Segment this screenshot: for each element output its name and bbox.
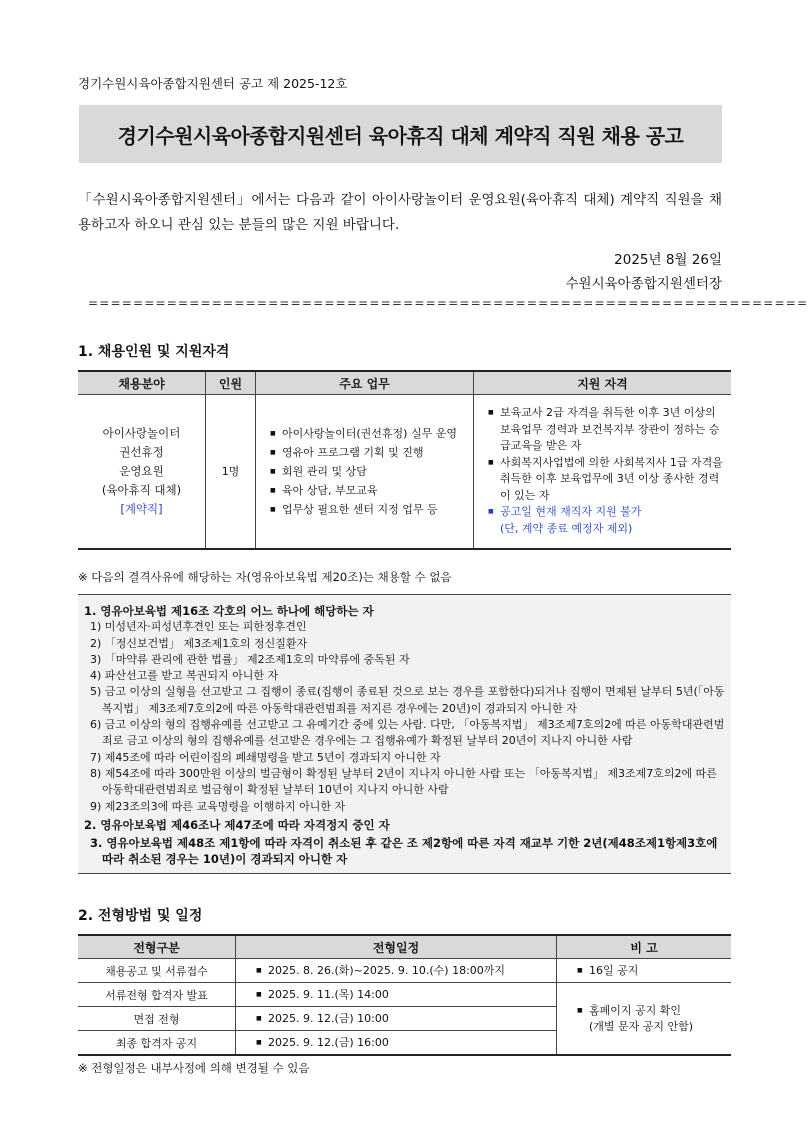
title-banner [79,105,722,163]
disq-item: 9) 제23조의3에 따른 교육명령을 이행하지 아니한 자 [90,799,346,813]
field-line: 아이사랑놀이터 [102,425,181,440]
table-row [78,983,731,1007]
schedule-date: ■ 2025. 9. 12.(금) 16:00 [268,1035,555,1051]
disq-heading-3: 3. 영유아보육법 제48조 제1항에 따라 자격이 취소된 후 같은 조 제2항에 따른 자격 재교부 기한 2년(제48조제1항제3호에 따라 취소된 경우는 10년)이 경과되지 아니한 자 [90,836,718,867]
disq-item: 1) 미성년자·피성년후견인 또는 피한정후견인 [90,620,307,634]
header-duties: 주요 업무 [256,371,474,395]
duty-item: ■ 업무상 필요한 센터 지정 업무 등 [282,501,472,518]
header-count: 인원 [206,371,256,395]
header-remark: 비 고 [557,935,732,959]
duty-item: ■ 영유아 프로그램 기획 및 진행 [282,444,472,461]
count-cell: 1명 [206,395,256,549]
section1-title: 1. 채용인원 및 지원자격 [78,344,230,360]
schedule-cell [236,1031,557,1056]
disqualification-note: ※ 다음의 결격사유에 해당하는 자(영유아보육법 제20조)는 채용할 수 없음 [78,570,452,584]
schedule-date: ■ 2025. 9. 12.(금) 10:00 [268,1011,555,1027]
disq-item: 2) 「정신보건법」 제3조제1호의 정신질환자 [90,636,308,650]
disq-heading-2: 2. 영유아보육법 제46조나 제47조에 따라 자격정지 중인 자 [84,817,390,832]
signer: 수원시육아종합지원센터장 [565,276,722,292]
contract-label: [계약직] [120,501,163,516]
recruitment-table [78,370,731,550]
notice-date: 2025년 8월 26일 [614,252,722,268]
remark-main: 홈페이지 공지 확인 [589,1003,682,1017]
stage-cell: 면접 전형 [78,1007,236,1031]
duty-item: ■ 아이사랑놀이터(권선휴정) 실무 운영 [282,425,472,442]
remark-cell [557,983,732,1056]
page-title: 경기수원시육아종합지원센터 육아휴직 대체 계약직 직원 채용 공고 [117,123,684,148]
schedule-cell [236,959,557,983]
divider-line: ================================================================ [88,296,808,310]
table-header-row [78,371,731,395]
duty-item: ■ 회원 관리 및 상담 [282,463,472,480]
qualification-item: ■ 보육교사 2급 자격을 취득한 이후 3년 이상의 보육업무 경력과 보건복지부 장관이 정하는 승급교육을 받은 자 [500,405,723,455]
remark-text: ■ 16일 공지 [589,963,730,979]
remark-text [589,1003,730,1035]
qualification-subtext: (단, 계약 종료 예정자 제외) [500,521,633,535]
disq-heading-1: 1. 영유아보육법 제16조 각호의 어느 하나에 해당하는 자 [84,604,374,618]
schedule-note: ※ 전형일정은 내부사정에 의해 변경될 수 있음 [78,1061,310,1075]
qualification-text: 공고일 현재 재직자 지원 불가 [500,505,642,519]
table-header-row [78,935,731,959]
schedule-table [78,934,731,1056]
header-stage: 전형구분 [78,935,236,959]
qualification-item: ■ 사회복지사업법에 의한 사회복지사 1급 자격을 취득한 이후 보육업무에 3년 이상 종사한 경력이 있는 자 [500,455,723,505]
stage-cell: 서류전형 합격자 발표 [78,983,236,1007]
table-row [78,959,731,983]
duties-cell [256,395,474,549]
qualifications-cell [474,395,732,549]
stage-cell: 채용공고 및 서류접수 [78,959,236,983]
qualification-item [500,504,723,537]
schedule-cell [236,983,557,1007]
disq-item: 3) 「마약류 관리에 관한 법률」 제2조제1호의 마약류에 중독된 자 [90,652,410,666]
remark-cell [557,959,732,983]
schedule-date: ■ 2025. 8. 26.(화)~2025. 9. 10.(수) 18:00까지 [268,963,555,979]
schedule-cell [236,1007,557,1031]
field-line: 권선휴정 [119,444,164,459]
disq-item: 4) 파산선고를 받고 복권되지 아니한 자 [90,669,279,683]
field-line: (육아휴직 대체) [101,482,182,497]
disq-item: 8) 제54조에 따라 300만원 이상의 벌금형이 확정된 날부터 2년이 지나지 아니한 사람 또는 「아동복지법」 제3조제7호의2에 따른 아동학대관련범죄로 벌금형이 확정된 날부터 10년이 지나지 아니한 사람 [90,766,717,797]
disq-item: 6) 금고 이상의 형의 집행유예를 선고받고 그 유예기간 중에 있는 사람. 다만, 「아동복지법」 제3조제7호의2에 따른 아동학대관련범죄로 금고 이상의 형의 집행유예를 선고받은 경우에는 그 집행유예가 확정된 날부터 20년이 지나지 아니한 사람 [90,718,725,748]
stage-cell: 최종 합격자 공지 [78,1031,236,1056]
section2-title: 2. 전형방법 및 일정 [78,908,203,924]
disq-item: 7) 제45조에 따라 어린이집의 폐쇄명령을 받고 5년이 경과되지 아니한 자 [90,750,441,764]
field-line: 운영요원 [119,463,164,478]
notice-number: 경기수원시육아종합지원센터 공고 제 2025-12호 [78,76,348,91]
duty-item: ■ 육아 상담, 부모교육 [282,482,472,499]
remark-sub: (개별 문자 공지 안함) [589,1019,694,1033]
header-schedule: 전형일정 [236,935,557,959]
disq-item: 5) 금고 이상의 실형을 선고받고 그 집행이 종료(집행이 종료된 것으로 보는 경우를 포함한다)되거나 집행이 면제된 날부터 5년(「아동복지법」 제3조제7호의2에 따른 아동학대관련범죄를 저지른 경우에는 20년)이 경과되지 아니한 자 [90,685,725,715]
schedule-date: ■ 2025. 9. 11.(목) 14:00 [268,987,555,1003]
disqualification-box [78,594,731,874]
header-qualifications: 지원 자격 [474,371,732,395]
field-cell [78,395,206,549]
header-field: 채용분야 [78,371,206,395]
intro-paragraph: 「수원시육아종합지원센터」에서는 다음과 같이 아이사랑놀이터 운영요원(육아휴직 대체) 계약직 직원을 채용하고자 하오니 관심 있는 분들의 많은 지원 바랍니다. [78,192,722,233]
table-row [78,395,731,549]
